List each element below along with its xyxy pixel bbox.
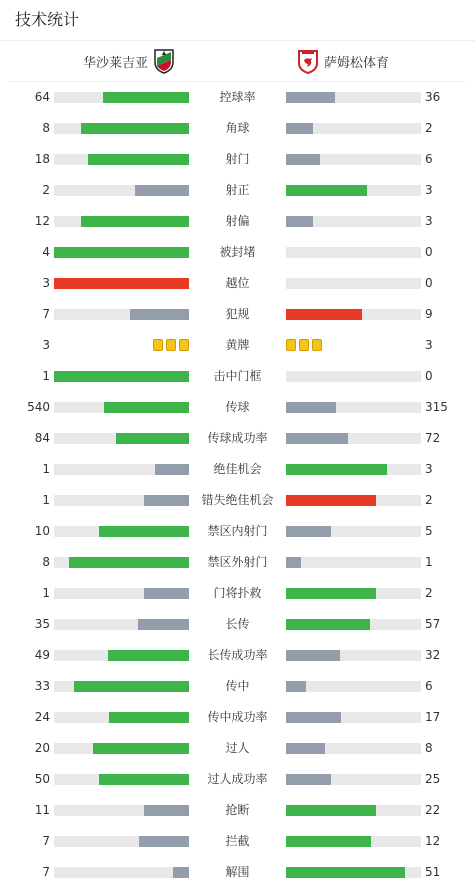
home-stat-bar-fill <box>54 247 189 258</box>
home-stat-value: 7 <box>42 307 50 321</box>
away-stat-value: 0 <box>425 276 433 290</box>
home-stat-bar-fill <box>88 154 189 165</box>
stat-label: 长传 <box>225 617 250 631</box>
home-stat-bar <box>54 743 189 754</box>
home-stat-bar-fill <box>108 650 189 661</box>
away-team[interactable] <box>292 41 389 81</box>
stat-label: 拦截 <box>225 834 250 848</box>
stat-row <box>0 640 475 671</box>
stat-row <box>0 144 475 175</box>
stat-row <box>0 516 475 547</box>
stat-row <box>0 237 475 268</box>
home-stat-value: 3 <box>42 276 50 290</box>
home-stat-value: 7 <box>42 865 50 879</box>
away-stat-value: 3 <box>425 183 433 197</box>
away-stat-value: 17 <box>425 710 441 724</box>
home-stat-value: 1 <box>42 462 50 476</box>
home-stat-bar <box>54 588 189 599</box>
away-stat-value: 3 <box>425 214 433 228</box>
away-yellow-cards <box>286 339 322 352</box>
away-stat-bar-fill <box>286 123 313 134</box>
home-stat-bar <box>54 154 189 165</box>
away-stat-bar-fill <box>286 154 320 165</box>
away-stat-value: 6 <box>425 679 433 693</box>
stat-label: 控球率 <box>219 90 256 104</box>
home-stat-value: 3 <box>42 338 50 352</box>
home-stat-bar-fill <box>81 216 189 227</box>
home-stat-bar <box>54 309 189 320</box>
stat-label: 黄牌 <box>225 338 250 352</box>
away-stat-value: 51 <box>425 865 441 879</box>
away-stat-bar-fill <box>286 402 336 413</box>
away-team-name: 萨姆松体育 <box>324 55 390 71</box>
away-stat-value: 57 <box>425 617 441 631</box>
stat-label: 犯规 <box>225 307 250 321</box>
stat-label: 过人 <box>225 741 250 755</box>
home-stat-value: 7 <box>42 834 50 848</box>
home-stat-value: 33 <box>34 679 50 693</box>
home-stat-value: 84 <box>34 431 50 445</box>
away-stat-bar <box>286 123 421 134</box>
stat-row <box>0 392 475 423</box>
away-stat-value: 0 <box>425 369 433 383</box>
stat-label: 抢断 <box>225 803 250 817</box>
home-stat-value: 64 <box>34 90 50 104</box>
away-stat-bar <box>286 464 421 475</box>
home-stat-bar-fill <box>109 712 189 723</box>
stat-row <box>0 547 475 578</box>
home-stat-bar-fill <box>104 402 189 413</box>
yellow-card-icon <box>166 339 176 351</box>
away-stat-value: 36 <box>425 90 441 104</box>
stat-row <box>0 361 475 392</box>
home-stat-value: 50 <box>34 772 50 786</box>
stat-row <box>0 82 475 113</box>
away-stat-bar-fill <box>286 92 335 103</box>
away-stat-value: 5 <box>425 524 433 538</box>
away-stat-bar <box>286 92 421 103</box>
away-stat-bar <box>286 185 421 196</box>
away-stat-bar-fill <box>286 433 348 444</box>
home-stat-bar <box>54 619 189 630</box>
home-stat-bar <box>54 402 189 413</box>
away-stat-bar <box>286 309 421 320</box>
page-title: 技术统计 <box>0 0 475 41</box>
home-stat-bar-fill <box>130 309 189 320</box>
stat-row <box>0 175 475 206</box>
home-stat-bar <box>54 123 189 134</box>
home-stat-bar <box>54 650 189 661</box>
away-stat-value: 2 <box>425 121 433 135</box>
home-stat-value: 1 <box>42 586 50 600</box>
away-stat-bar <box>286 867 421 878</box>
home-stat-value: 1 <box>42 493 50 507</box>
home-stat-bar <box>54 867 189 878</box>
stat-row <box>0 826 475 857</box>
stat-row <box>0 795 475 826</box>
home-stat-bar-fill <box>144 588 189 599</box>
away-stat-bar-fill <box>286 464 387 475</box>
stat-label: 传球 <box>225 400 250 414</box>
home-stat-bar <box>54 433 189 444</box>
legia-crest-icon <box>153 48 175 74</box>
home-stat-bar-fill <box>54 278 189 289</box>
stat-label: 射偏 <box>225 214 250 228</box>
away-stat-bar-fill <box>286 309 362 320</box>
away-stat-bar <box>286 371 421 382</box>
home-stat-bar <box>54 712 189 723</box>
home-stat-bar-fill <box>144 495 189 506</box>
away-stat-value: 2 <box>425 493 433 507</box>
away-stat-value: 25 <box>425 772 441 786</box>
home-stat-value: 35 <box>34 617 50 631</box>
stat-label: 被封堵 <box>219 245 256 259</box>
away-stat-bar <box>286 402 421 413</box>
away-stat-bar <box>286 216 421 227</box>
home-stat-bar-fill <box>74 681 189 692</box>
away-stat-bar <box>286 712 421 723</box>
home-stat-value: 24 <box>34 710 50 724</box>
stat-row <box>0 299 475 330</box>
stat-label: 门将扑救 <box>213 586 262 600</box>
yellow-card-icon <box>312 339 322 351</box>
away-stat-bar <box>286 805 421 816</box>
home-stat-bar <box>54 681 189 692</box>
away-stat-bar <box>286 495 421 506</box>
away-stat-value: 72 <box>425 431 441 445</box>
home-stat-value: 11 <box>34 803 50 817</box>
stat-label: 禁区内射门 <box>207 524 268 538</box>
stat-row <box>0 671 475 702</box>
home-stat-bar <box>54 495 189 506</box>
home-stat-bar-fill <box>116 433 189 444</box>
home-stat-bar-fill <box>93 743 189 754</box>
away-stat-bar <box>286 557 421 568</box>
away-stat-bar <box>286 154 421 165</box>
away-stat-bar <box>286 650 421 661</box>
away-stat-bar <box>286 278 421 289</box>
yellow-card-icon <box>179 339 189 351</box>
away-stat-bar <box>286 526 421 537</box>
home-team-name: 华沙莱吉亚 <box>82 55 148 71</box>
away-stat-bar-fill <box>286 743 325 754</box>
home-stat-bar <box>54 247 189 258</box>
stat-label: 击中门框 <box>213 369 262 383</box>
stat-label: 传球成功率 <box>207 431 268 445</box>
home-stat-bar <box>54 557 189 568</box>
home-stat-bar <box>54 526 189 537</box>
away-stat-value: 0 <box>425 245 433 259</box>
away-stat-bar <box>286 743 421 754</box>
stat-label: 禁区外射门 <box>207 555 268 569</box>
away-stat-value: 3 <box>425 462 433 476</box>
home-stat-bar <box>54 216 189 227</box>
away-stat-bar-fill <box>286 526 331 537</box>
away-stat-bar <box>286 588 421 599</box>
home-stat-value: 49 <box>34 648 50 662</box>
stat-label: 射正 <box>225 183 250 197</box>
away-stat-value: 12 <box>425 834 441 848</box>
away-stat-bar-fill <box>286 619 370 630</box>
stat-row <box>0 113 475 144</box>
stat-row <box>0 423 475 454</box>
home-stat-bar-fill <box>173 867 189 878</box>
stat-row <box>0 268 475 299</box>
home-stat-bar-fill <box>139 836 189 847</box>
away-stat-bar-fill <box>286 495 376 506</box>
stat-row <box>0 330 475 361</box>
away-stat-bar-fill <box>286 774 331 785</box>
home-stat-bar-fill <box>81 123 189 134</box>
stat-row <box>0 454 475 485</box>
home-yellow-cards <box>153 339 189 352</box>
stat-row <box>0 733 475 764</box>
away-stat-bar <box>286 681 421 692</box>
away-stat-value: 1 <box>425 555 433 569</box>
stat-label: 射门 <box>225 152 250 166</box>
stat-label: 解围 <box>225 865 250 879</box>
away-stat-bar <box>286 433 421 444</box>
home-stat-bar <box>54 836 189 847</box>
away-stat-bar-fill <box>286 216 313 227</box>
away-stat-bar-fill <box>286 867 405 878</box>
stats-table <box>0 82 475 888</box>
away-stat-value: 6 <box>425 152 433 166</box>
away-stat-bar-fill <box>286 681 306 692</box>
home-stat-bar-fill <box>155 464 189 475</box>
stat-row <box>0 206 475 237</box>
home-stat-value: 10 <box>34 524 50 538</box>
home-stat-value: 1 <box>42 369 50 383</box>
away-stat-value: 2 <box>425 586 433 600</box>
home-stat-bar <box>54 774 189 785</box>
samsunspor-crest-icon <box>297 48 319 74</box>
home-stat-bar <box>54 805 189 816</box>
away-stat-bar <box>286 836 421 847</box>
away-stat-bar-fill <box>286 185 367 196</box>
away-stat-bar-fill <box>286 836 371 847</box>
home-stat-value: 8 <box>42 121 50 135</box>
stat-label: 错失绝佳机会 <box>201 493 274 507</box>
stat-label: 越位 <box>225 276 250 290</box>
away-stat-value: 22 <box>425 803 441 817</box>
home-stat-bar <box>54 278 189 289</box>
stat-label: 长传成功率 <box>207 648 268 662</box>
stat-label: 绝佳机会 <box>213 462 262 476</box>
stat-row <box>0 857 475 888</box>
home-stat-bar-fill <box>54 371 189 382</box>
stat-label: 角球 <box>225 121 250 135</box>
away-stat-bar-fill <box>286 650 340 661</box>
away-stat-bar <box>286 619 421 630</box>
away-stat-bar-fill <box>286 712 341 723</box>
home-stat-value: 2 <box>42 183 50 197</box>
away-stat-value: 8 <box>425 741 433 755</box>
home-stat-bar-fill <box>69 557 189 568</box>
home-stat-value: 20 <box>34 741 50 755</box>
away-stat-bar-fill <box>286 557 301 568</box>
home-team[interactable] <box>83 41 180 81</box>
stat-row <box>0 609 475 640</box>
home-stat-value: 540 <box>27 400 50 414</box>
home-stat-bar <box>54 185 189 196</box>
stat-row <box>0 578 475 609</box>
home-stat-bar-fill <box>103 92 189 103</box>
home-stat-value: 12 <box>34 214 50 228</box>
stat-row <box>0 764 475 795</box>
away-stat-value: 3 <box>425 338 433 352</box>
home-stat-value: 18 <box>34 152 50 166</box>
home-stat-bar-fill <box>135 185 189 196</box>
away-stat-bar-fill <box>286 588 376 599</box>
teams-header <box>9 41 466 82</box>
away-stat-value: 32 <box>425 648 441 662</box>
stat-label: 传中成功率 <box>207 710 268 724</box>
stat-label: 过人成功率 <box>207 772 268 786</box>
home-stat-bar <box>54 92 189 103</box>
home-stat-bar-fill <box>144 805 189 816</box>
stat-label: 传中 <box>225 679 250 693</box>
home-stat-bar-fill <box>138 619 189 630</box>
away-stat-bar-fill <box>286 805 376 816</box>
home-stat-bar-fill <box>99 526 189 537</box>
stat-row <box>0 485 475 516</box>
away-stat-value: 9 <box>425 307 433 321</box>
home-stat-value: 4 <box>42 245 50 259</box>
away-stat-value: 315 <box>425 400 448 414</box>
yellow-card-icon <box>299 339 309 351</box>
away-stat-bar <box>286 774 421 785</box>
home-stat-bar-fill <box>99 774 189 785</box>
yellow-card-icon <box>286 339 296 351</box>
away-stat-bar <box>286 247 421 258</box>
yellow-card-icon <box>153 339 163 351</box>
stat-row <box>0 702 475 733</box>
home-stat-bar <box>54 371 189 382</box>
home-stat-value: 8 <box>42 555 50 569</box>
home-stat-bar <box>54 464 189 475</box>
